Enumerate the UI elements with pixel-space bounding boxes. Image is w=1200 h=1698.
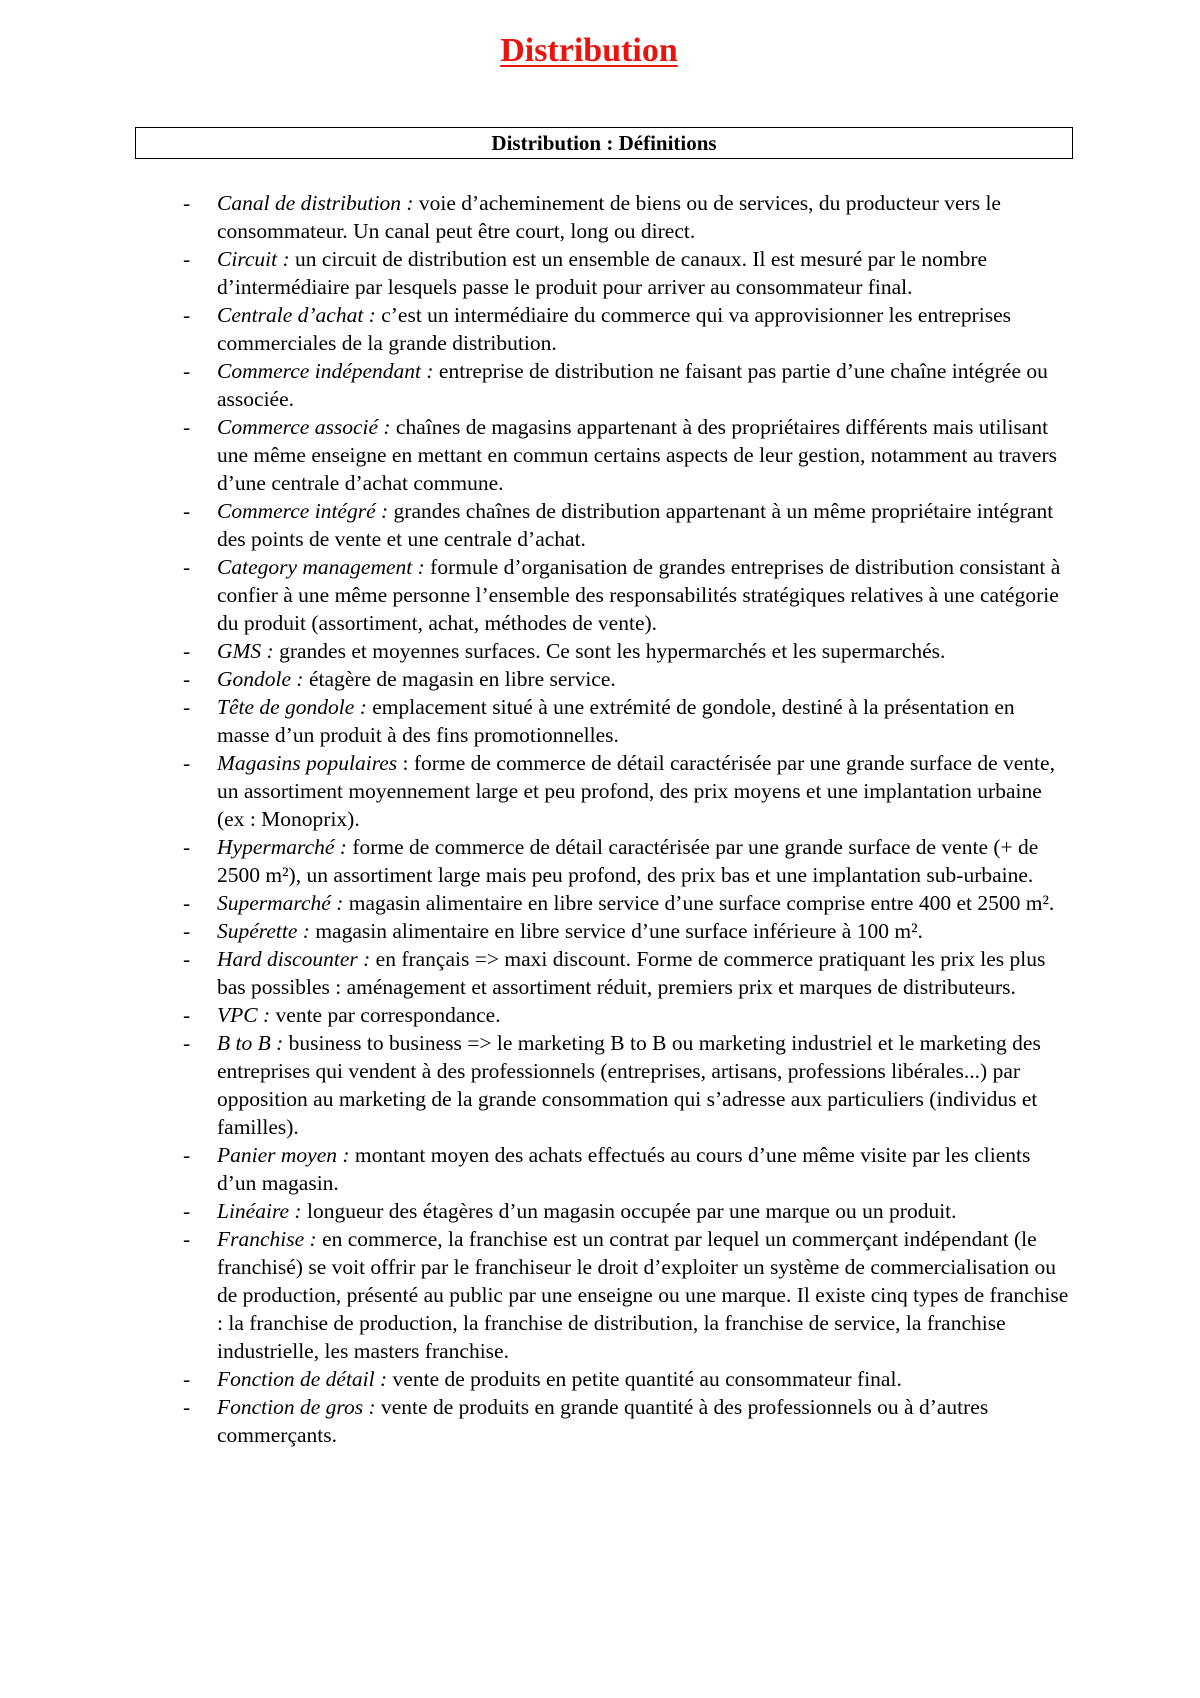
bullet-dash: - <box>183 1143 191 1167</box>
definition-term: VPC : <box>217 1003 271 1027</box>
bullet-dash: - <box>183 695 191 719</box>
definition-text: un circuit de distribution est un ensemble de canaux. Il est mesuré par le nombre d’intermédiaire par lesquels passe le produit pour arriver au consommateur final. <box>217 247 988 299</box>
definition-term: Fonction de gros : <box>217 1395 376 1419</box>
bullet-dash: - <box>183 303 191 327</box>
definition-term: Franchise : <box>217 1227 317 1251</box>
section-title: Distribution : Définitions <box>491 130 717 155</box>
definition-item <box>0 1141 1200 1197</box>
definition-text: emplacement situé à une extrémité de gondole, destiné à la présentation en masse d’un produit à des fins promotionnelles. <box>217 695 1015 747</box>
section-header-box <box>135 127 1073 159</box>
definition-item <box>0 553 1200 637</box>
definition-item <box>0 693 1200 749</box>
definition-text: en français => maxi discount. Forme de commerce pratiquant les prix les plus bas possibles : aménagement et assortiment réduit, premiers prix et marques de distributeurs. <box>217 947 1046 999</box>
definition-item <box>0 889 1200 917</box>
definition-text: voie d’acheminement de biens ou de services, du producteur vers le consommateur. Un canal peut être court, long ou direct. <box>217 191 1001 243</box>
definition-text: grandes chaînes de distribution appartenant à un même propriétaire intégrant des points de vente et une centrale d’achat. <box>217 499 1054 551</box>
definition-item <box>0 833 1200 889</box>
definition-text: entreprise de distribution ne faisant pas partie d’une chaîne intégrée ou associée. <box>217 359 1048 411</box>
definitions-list <box>0 189 1200 1449</box>
definition-term: B to B : <box>217 1031 284 1055</box>
definition-text: vente de produits en petite quantité au consommateur final. <box>387 1367 902 1391</box>
definition-item <box>0 917 1200 945</box>
definition-term: Tête de gondole : <box>217 695 367 719</box>
definition-text: montant moyen des achats effectués au cours d’une même visite par les clients d’un magasin. <box>217 1143 1031 1195</box>
definition-term: Commerce indépendant : <box>217 359 434 383</box>
bullet-dash: - <box>183 639 191 663</box>
bullet-dash: - <box>183 751 191 775</box>
definition-text: : forme de commerce de détail caractérisée par une grande surface de vente, un assortiment moyennement large et peu profond, des prix moyens et une implantation urbaine (ex : Monoprix). <box>217 751 1055 831</box>
bullet-dash: - <box>183 359 191 383</box>
definition-item <box>0 1029 1200 1141</box>
definition-item <box>0 1393 1200 1449</box>
bullet-dash: - <box>183 667 191 691</box>
definition-item <box>0 637 1200 665</box>
definition-term: Hard discounter : <box>217 947 371 971</box>
definition-item <box>0 357 1200 413</box>
definition-item <box>0 189 1200 245</box>
definition-text: vente de produits en grande quantité à des professionnels ou à d’autres commerçants. <box>217 1395 989 1447</box>
definition-text: forme de commerce de détail caractérisée par une grande surface de vente (+ de 2500 m²), un assortiment large mais peu profond, des prix bas et une implantation sub-urbaine. <box>217 835 1039 887</box>
definition-term: Linéaire : <box>217 1199 302 1223</box>
definition-term: GMS : <box>217 639 274 663</box>
definition-item <box>0 749 1200 833</box>
bullet-dash: - <box>183 891 191 915</box>
definition-text: vente par correspondance. <box>270 1003 501 1027</box>
bullet-dash: - <box>183 1031 191 1055</box>
definition-item <box>0 665 1200 693</box>
definition-text: chaînes de magasins appartenant à des propriétaires différents mais utilisant une même enseigne en mettant en commun certains aspects de leur gestion, notamment au travers d’une centrale d’achat commune. <box>217 415 1058 495</box>
definition-text: magasin alimentaire en libre service d’une surface inférieure à 100 m². <box>309 919 923 943</box>
definition-item <box>0 1225 1200 1365</box>
definition-term: Commerce intégré : <box>217 499 389 523</box>
definition-item <box>0 497 1200 553</box>
definition-term: Canal de distribution : <box>217 191 414 215</box>
definition-item <box>0 945 1200 1001</box>
bullet-dash: - <box>183 555 191 579</box>
definition-term: Supérette : <box>217 919 310 943</box>
page-title: Distribution <box>500 32 678 69</box>
definition-text: grandes et moyennes surfaces. Ce sont les hypermarchés et les supermarchés. <box>273 639 946 663</box>
definition-term: Magasins populaires <box>217 751 398 775</box>
definition-term: Panier moyen : <box>217 1143 350 1167</box>
definition-text: formule d’organisation de grandes entreprises de distribution consistant à confier à une même personne l’ensemble des responsabilités stratégiques relatives à une catégorie du produit (assortiment, achat, méthodes de vente). <box>217 555 1061 635</box>
definition-item <box>0 245 1200 301</box>
definition-term: Supermarché : <box>217 891 344 915</box>
bullet-dash: - <box>183 947 191 971</box>
bullet-dash: - <box>183 247 191 271</box>
definition-text: étagère de magasin en libre service. <box>303 667 616 691</box>
definition-term: Commerce associé : <box>217 415 391 439</box>
definition-text: c’est un intermédiaire du commerce qui va approvisionner les entreprises commerciales de la grande distribution. <box>217 303 1012 355</box>
definition-item <box>0 413 1200 497</box>
definition-item <box>0 1365 1200 1393</box>
bullet-dash: - <box>183 415 191 439</box>
bullet-dash: - <box>183 499 191 523</box>
bullet-dash: - <box>183 1227 191 1251</box>
definition-term: Circuit : <box>217 247 290 271</box>
definition-text: en commerce, la franchise est un contrat par lequel un commerçant indépendant (le franchisé) se voit offrir par le franchiseur le droit d’exploiter un système de commercialisation ou de production, présenté au public par une enseigne ou une marque. Il existe cinq types de franchise : la franchise de production, la franchise de distribution, la franchise de service, la franchise industrielle, les masters franchise. <box>217 1227 1069 1363</box>
definition-text: longueur des étagères d’un magasin occupée par une marque ou un produit. <box>301 1199 957 1223</box>
definition-item <box>0 1001 1200 1029</box>
definition-term: Centrale d’achat : <box>217 303 376 327</box>
definition-text: magasin alimentaire en libre service d’une surface comprise entre 400 et 2500 m². <box>343 891 1055 915</box>
bullet-dash: - <box>183 1395 191 1419</box>
bullet-dash: - <box>183 835 191 859</box>
bullet-dash: - <box>183 919 191 943</box>
definition-term: Hypermarché : <box>217 835 347 859</box>
definition-text: business to business => le marketing B to B ou marketing industriel et le marketing des entreprises qui vendent à des professionnels (entreprises, artisans, professions libérales...) par opposition au marketing de la grande consommation qui s’adresse aux particuliers (individus et familles). <box>217 1031 1041 1139</box>
definition-item <box>0 301 1200 357</box>
definition-term: Gondole : <box>217 667 304 691</box>
bullet-dash: - <box>183 1199 191 1223</box>
definition-term: Category management : <box>217 555 425 579</box>
bullet-dash: - <box>183 1003 191 1027</box>
definition-term: Fonction de détail : <box>217 1367 388 1391</box>
bullet-dash: - <box>183 1367 191 1391</box>
bullet-dash: - <box>183 191 191 215</box>
definition-item <box>0 1197 1200 1225</box>
